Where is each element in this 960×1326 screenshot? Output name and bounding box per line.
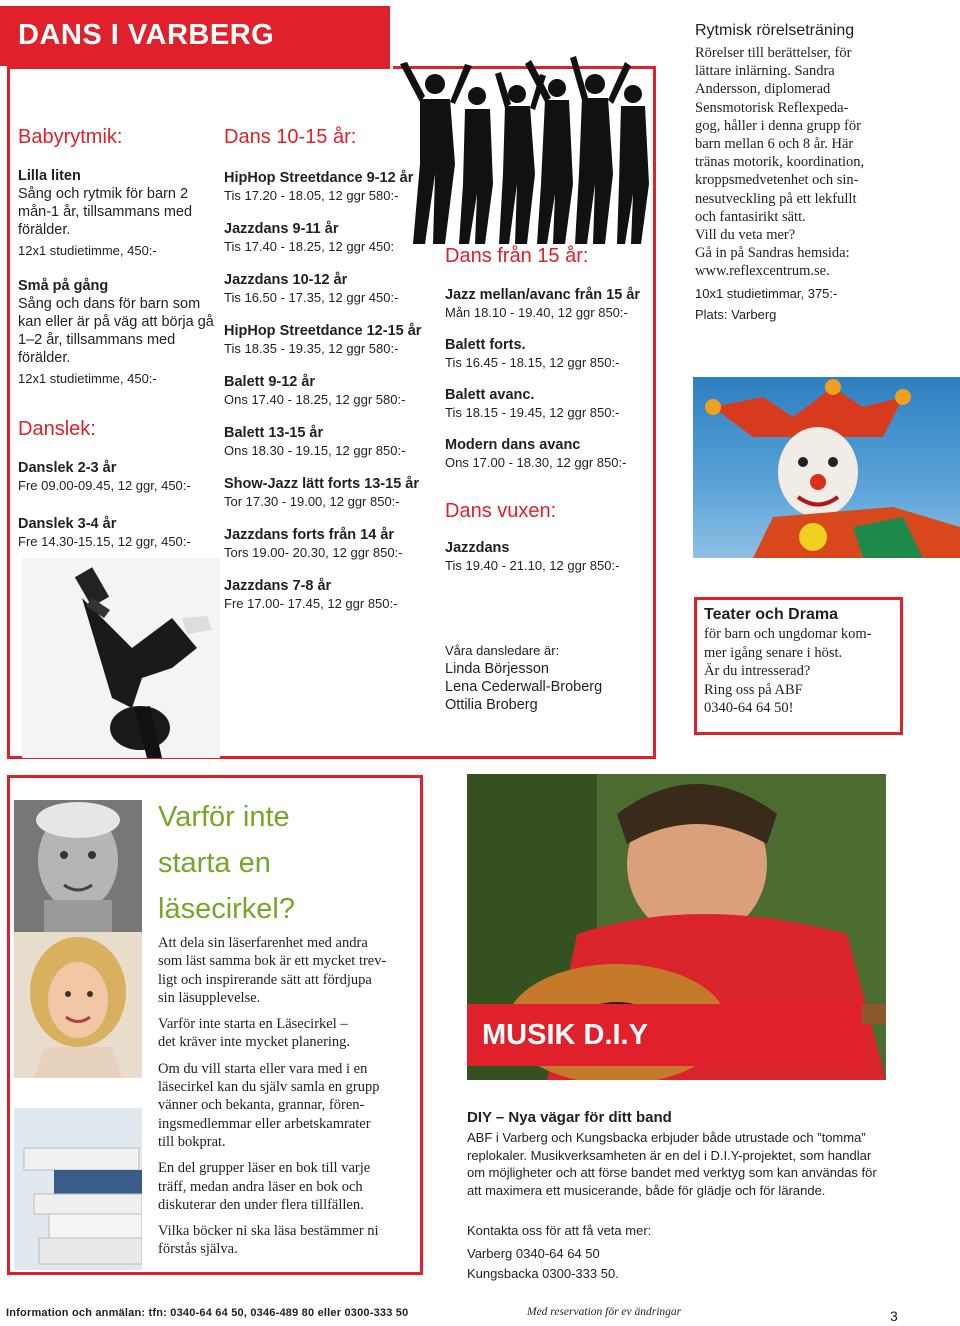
class-title: Jazz mellan/avanc från 15 år xyxy=(445,287,641,303)
sma-pa-gang-price: 12x1 studietimme, 450:- xyxy=(18,371,157,386)
teacher-name: Lena Cederwall-Broberg xyxy=(445,679,603,695)
class-title: Show-Jazz lätt forts 13-15 år xyxy=(224,476,419,492)
class-title: Balett forts. xyxy=(445,337,526,353)
rytmisk-line: Vill du veta mer? xyxy=(695,227,796,244)
class-entry xyxy=(224,577,439,613)
class-title: Balett 9-12 år xyxy=(224,374,316,390)
danslek-heading: Danslek: xyxy=(18,418,96,440)
danslek2-time: Fre 14.30-15.15, 12 ggr, 450:- xyxy=(18,534,191,549)
footer-note: Med reservation för ev ändringar xyxy=(527,1306,682,1318)
class-entry xyxy=(445,286,655,322)
teater-title: Teater och Drama xyxy=(704,606,838,623)
class-title: Modern dans avanc xyxy=(445,437,581,453)
class-time: Tis 17.40 - 18.25, 12 ggr 450: xyxy=(224,239,395,254)
dancers-silhouette-graphic xyxy=(395,44,655,244)
lasecirkel-paragraph xyxy=(158,1015,420,1052)
rytmisk-place: Plats: Varberg xyxy=(695,306,777,322)
musik-body-line: att maximera ett musicerande, både för glädje och för lärande. xyxy=(467,1182,826,1198)
danslek2-title: Danslek 3-4 år xyxy=(18,516,117,532)
class-entry xyxy=(445,436,655,472)
breakdancer-photo xyxy=(22,558,220,758)
class-entry xyxy=(224,424,439,460)
rytmisk-price: 10x1 studietimmar, 375:- xyxy=(695,285,838,301)
rytmisk-line: Rörelser till berättelser, för xyxy=(695,45,852,61)
danslek1-time: Fre 09.00-09.45, 12 ggr, 450:- xyxy=(18,478,191,493)
rytmisk-line: barn mellan 6 och 8 år. Här xyxy=(695,136,854,153)
vuxen-title: Jazzdans xyxy=(445,540,510,556)
lasecirkel-line: Varför inte starta en Läsecirkel – xyxy=(158,1016,348,1033)
lasecirkel-text xyxy=(158,794,420,1259)
lasecirkel-heading-line: starta en xyxy=(158,847,271,879)
lasecirkel-line: diskuterar den under flera tillfällen. xyxy=(158,1196,364,1213)
old-man-photo xyxy=(14,800,142,932)
teater-line: Ring oss på ABF xyxy=(704,681,803,698)
lasecirkel-heading-line: Varför inte xyxy=(158,801,290,833)
class-time: Tor 17.30 - 19.00, 12 ggr 850:- xyxy=(224,494,400,509)
teater-block xyxy=(704,605,902,718)
woman-photo xyxy=(14,932,142,1078)
class-time: Ons 17.40 - 18.25, 12 ggr 580:- xyxy=(224,392,406,407)
left-column xyxy=(18,126,218,551)
lasecirkel-line: ligt och inspirerande sätt att fördjupa xyxy=(158,971,372,988)
babyrytmik-heading: Babyrytmik: xyxy=(18,126,123,148)
lasecirkel-line: till bokprat. xyxy=(158,1133,226,1150)
rytmisk-line: lättare inlärning. Sandra xyxy=(695,63,835,80)
class-time: Tors 19.00- 20.30, 12 ggr 850:- xyxy=(224,545,403,560)
class-title: Jazzdans forts från 14 år xyxy=(224,527,395,543)
right-dance-column xyxy=(445,245,655,575)
class-entry xyxy=(224,526,439,562)
musik-contact-line: Kontakta oss för att få veta mer: xyxy=(467,1223,652,1238)
dans-vuxen-heading: Dans vuxen: xyxy=(445,500,557,522)
footer-info: Information och anmälan: tfn: 0340-64 64 50, 0346-489 80 eller 0300-333 50 xyxy=(6,1307,409,1319)
class-entry xyxy=(445,386,655,422)
lilla-liten-price: 12x1 studietimme, 450:- xyxy=(18,243,157,258)
class-entry xyxy=(445,336,655,372)
teacher-name: Ottilia Broberg xyxy=(445,697,538,713)
teater-line: 0340-64 64 50! xyxy=(704,700,794,716)
dans-fran-15-heading: Dans från 15 år: xyxy=(445,245,589,267)
class-time: Tis 16.45 - 18.15, 12 ggr 850:- xyxy=(445,355,620,370)
rytmisk-line: nesutveckling på ett lekfullt xyxy=(695,190,857,207)
sma-pa-gang-desc: Sång och dans för barn som kan eller är på väg att börja gå 1–2 år, tillsammans med förälder. xyxy=(18,296,214,366)
class-title: HipHop Streetdance 12-15 år xyxy=(224,323,422,339)
teater-line: mer igång senare i höst. xyxy=(704,644,843,661)
lasecirkel-line: träff, medan andra läser en bok och xyxy=(158,1178,363,1195)
lasecirkel-line: sin läsupplevelse. xyxy=(158,989,261,1006)
class-title: Jazzdans 7-8 år xyxy=(224,578,332,594)
page-title-banner xyxy=(0,6,390,66)
lilla-liten-title: Lilla liten xyxy=(18,168,81,184)
class-time: Ons 18.30 - 19.15, 12 ggr 850:- xyxy=(224,443,406,458)
class-time: Fre 17.00- 17.45, 12 ggr 850:- xyxy=(224,596,398,611)
class-title: Jazzdans 10-12 år xyxy=(224,272,348,288)
lasecirkel-paragraph xyxy=(158,934,420,1007)
lasecirkel-line: ingsmedlemmar eller arbetskamrater xyxy=(158,1115,371,1132)
musik-body-line: replokaler. Musikverksamheten är en del i D.I.Y-projektet, som handlar xyxy=(467,1147,872,1163)
page-number: 3 xyxy=(890,1308,898,1324)
musik-block xyxy=(467,1108,897,1284)
lasecirkel-paragraph xyxy=(158,1222,420,1259)
class-entry xyxy=(224,322,439,358)
dans-10-15-heading: Dans 10-15 år: xyxy=(224,126,357,148)
rytmisk-line: och fantasirikt sätt. xyxy=(695,208,806,225)
class-time: Mån 18.10 - 19.40, 12 ggr 850:- xyxy=(445,305,628,320)
lasecirkel-line: vänner och bekanta, grannar, fören- xyxy=(158,1097,365,1114)
musik-contact-line: Varberg 0340-64 64 50 xyxy=(467,1246,600,1261)
jester-photo xyxy=(693,377,960,558)
lasecirkel-line: Om du vill starta eller vara med i en xyxy=(158,1060,368,1077)
class-time: Tis 17.20 - 18.05, 12 ggr 580:- xyxy=(224,188,399,203)
musik-title: MUSIK D.I.Y xyxy=(482,1019,648,1051)
lasecirkel-line: En del grupper läser en bok till varje xyxy=(158,1160,371,1177)
class-title: Balett avanc. xyxy=(445,387,535,403)
musik-body-line: ABF i Varberg och Kungsbacka erbjuder både utrustade och ”tomma” xyxy=(467,1130,866,1145)
books-photo xyxy=(14,1108,142,1270)
class-title: Jazzdans 9-11 år xyxy=(224,221,339,237)
rytmisk-title: Rytmisk rörelseträning xyxy=(695,22,855,39)
rytmisk-line: Andersson, diplomerad xyxy=(695,81,831,98)
diy-title: DIY – Nya vägar för ditt band xyxy=(467,1109,672,1126)
vuxen-time: Tis 19.40 - 21.10, 12 ggr 850:- xyxy=(445,558,620,573)
class-time: Tis 18.35 - 19.35, 12 ggr 580:- xyxy=(224,341,399,356)
teachers-block xyxy=(445,642,655,714)
lasecirkel-paragraph xyxy=(158,1159,420,1214)
lasecirkel-line: förstås själva. xyxy=(158,1241,238,1258)
rytmisk-line: gog, håller i denna grupp för xyxy=(695,117,861,134)
class-title: HipHop Streetdance 9-12 år xyxy=(224,170,414,186)
rytmisk-line: Sensmotorisk Reflexpeda- xyxy=(695,99,849,116)
teater-line: för barn och ungdomar kom- xyxy=(704,626,872,642)
rytmisk-line: kroppsmedvetenhet och sin- xyxy=(695,172,859,189)
lasecirkel-line: Vilka böcker ni ska läsa bestämmer ni xyxy=(158,1223,379,1240)
musik-body-line: om möjligheter och att förse bandet med verktyg som kan användas för xyxy=(467,1165,877,1180)
lasecirkel-line: Att dela sin läserfarenhet med andra xyxy=(158,935,368,951)
lasecirkel-heading-line: läsecirkel? xyxy=(158,893,295,925)
class-entry xyxy=(224,475,439,511)
class-time: Tis 18.15 - 19.45, 12 ggr 850:- xyxy=(445,405,620,420)
class-title: Balett 13-15 år xyxy=(224,425,324,441)
teater-line: Är du intresserad? xyxy=(704,663,811,679)
dance-box-left-edge xyxy=(7,66,10,759)
class-time: Tis 16.50 - 17.35, 12 ggr 450:- xyxy=(224,290,399,305)
rytmisk-line: tränas motorik, koordination, xyxy=(695,154,865,171)
class-entry xyxy=(224,373,439,409)
lasecirkel-paragraph xyxy=(158,1060,420,1151)
sma-pa-gang-title: Små på gång xyxy=(18,278,109,294)
danslek1-title: Danslek 2-3 år xyxy=(18,460,117,476)
lasecirkel-line: läsecirkel kan du själv samla en grupp xyxy=(158,1079,380,1096)
class-entry xyxy=(224,271,439,307)
page-title: DANS I VARBERG xyxy=(18,19,275,51)
lasecirkel-line: som läst samma bok är ett mycket trev- xyxy=(158,953,387,970)
rytmisk-line: Gå in på Sandras hemsida: xyxy=(695,245,850,262)
teacher-name: Linda Börjesson xyxy=(445,661,549,677)
rytmisk-block xyxy=(695,22,955,324)
class-time: Ons 17.00 - 18.30, 12 ggr 850:- xyxy=(445,455,627,470)
lasecirkel-line: det kräver inte mycket planering. xyxy=(158,1034,351,1051)
rytmisk-line: www.reflexcentrum.se. xyxy=(695,263,830,280)
lilla-liten-desc: Sång och rytmik för barn 2 mån-1 år, tillsammans med förälder. xyxy=(18,186,193,238)
musik-banner xyxy=(467,1004,862,1066)
musik-contact-line: Kungsbacka 0300-333 50. xyxy=(467,1266,619,1281)
teachers-label: Våra dansledare är: xyxy=(445,643,560,658)
